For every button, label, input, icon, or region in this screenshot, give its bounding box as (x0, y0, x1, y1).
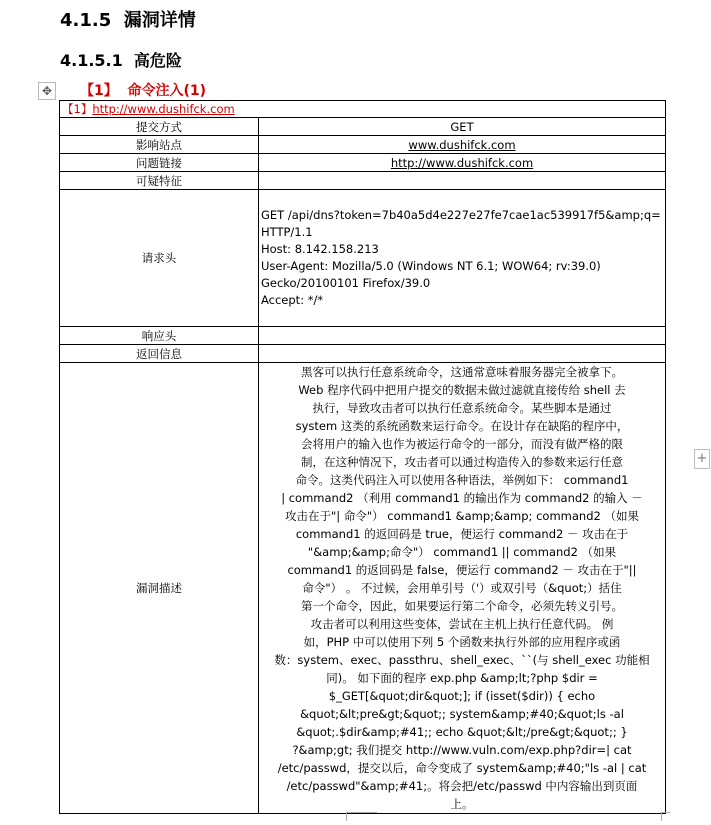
row-value (259, 327, 666, 345)
problem-link[interactable]: http://www.dushifck.com (259, 154, 666, 172)
row-label: 可疑特征 (60, 172, 259, 190)
heading-4-1-5-1: 4.1.5.1 高危险 (60, 51, 182, 70)
table-row (60, 118, 666, 136)
vuln-description-value: 黑客可以执行任意系统命令，这通常意味着服务器完全被拿下。 Web 程序代码中把用户提交的数据未做过滤就直接传给 shell 去 执行，导致攻击者可以执行任意系统命令。某些脚本是通过 system 这类的系统函数来运行命令。在设计存在缺陷的程序中， 会将用户的输入也作为被运行命令的一部分，而没有做严格的限 制，在这种情况下，攻击者可以通过构造传入的参数来运行任意 命令。这类代码注入可以使用各种语法，举例如下： command1 | command2 （利用 command1 的输出作为 command2 的输入 － 攻击在于"| 命令"） command1 &amp;&amp; command2 （如果 command1 的返回码是 true，便运行 command2 － 攻击在于 "&amp;&amp;命令"） command1 || command2 （如果 command1 的返回码是 false，便运行 command2 － 攻击在于"|| 命令"） 。 不过候，会用单引号（'）或双引号（&quot;）括住 第一个命令，因此，如果要运行第二个命令，必须先转义引号。 攻击者可以利用这些变体，尝试在主机上执行任意代码。 例 如，PHP 中可以使用下列 5 个函数来执行外部的应用程序或函 数：system、exec、passthru、shell_exec、``(与 shell_exec 功能相 同)。 如下面的程序 exp.php &amp;lt;?php $dir = $_GET[&quot;dir&quot;]; if (isset($dir)) { echo &quot;&lt;pre&gt;&quot;; system&amp;#40;&quot;ls -al &quot;.$dir&amp;#41;; echo &quot;&lt;/pre&gt;&quot;; } ?&amp;gt; 我们提交 http://www.vuln.com/exp.php?dir=| cat /etc/passwd，提交以后，命令变成了 system&amp;#40;"ls -al | cat /etc/passwd"&amp;#41;。将会把/etc/passwd 中内容输出到页面 上。 (259, 363, 666, 814)
table-row (60, 363, 666, 814)
row-value (259, 345, 666, 363)
row-label: 请求头 (60, 190, 259, 327)
move-arrows-icon[interactable]: ✥ (38, 82, 56, 100)
title-link[interactable]: http://www.dushifck.com (92, 102, 235, 116)
row-label: 响应头 (60, 327, 259, 345)
request-header-value: GET /api/dns?token=7b40a5d4e227e27fe7cae1ac539917f5&amp;q= HTTP/1.1 Host: 8.142.158.213 User-Agent: Mozilla/5.0 (Windows NT 6.1; WOW64; rv:39.0) Gecko/20100101 Firefox/39.0 Accept: */* (259, 190, 666, 327)
row-value: www.dushifck.com (259, 136, 666, 154)
row-label: 提交方式 (60, 118, 259, 136)
heading-vuln-item: 【1】 命令注入(1) (80, 83, 207, 99)
row-label: 影响站点 (60, 136, 259, 154)
table-row (60, 190, 666, 327)
row-value: GET (259, 118, 666, 136)
row-label: 漏洞描述 (60, 363, 259, 814)
table-row (60, 154, 666, 172)
table-row (60, 327, 666, 345)
margin-corner-mark (346, 812, 377, 821)
row-value (259, 172, 666, 190)
row-label: 返回信息 (60, 345, 259, 363)
table-row (60, 345, 666, 363)
plus-icon[interactable]: + (694, 449, 710, 469)
vuln-detail-table (59, 100, 666, 814)
table-row (60, 172, 666, 190)
heading-4-1-5: 4.1.5 漏洞详情 (60, 10, 196, 31)
row-label: 问题链接 (60, 154, 259, 172)
margin-corner-mark (661, 812, 670, 821)
table-row (60, 136, 666, 154)
table-title: 【1】http://www.dushifck.com (60, 101, 666, 118)
